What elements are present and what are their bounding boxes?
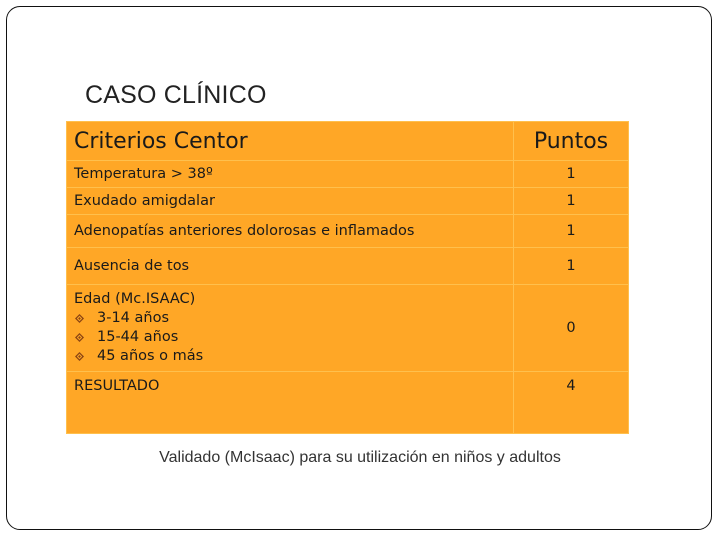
list-item: [74, 328, 513, 347]
table-row: [67, 248, 629, 285]
edad-item-label: 45 años o más: [97, 348, 204, 364]
row-label: Exudado amigdalar: [67, 188, 514, 215]
row-label: Adenopatías anteriores dolorosas e inflamados: [67, 215, 514, 248]
list-item: [74, 347, 513, 366]
edad-cell: [67, 285, 514, 372]
centor-criteria-table: [66, 121, 629, 434]
slide-frame: [6, 6, 712, 530]
result-points: 4: [514, 372, 629, 434]
table-row: [67, 188, 629, 215]
table-row-result: [67, 372, 629, 434]
row-label: Temperatura > 38º: [67, 161, 514, 188]
table-row: [67, 161, 629, 188]
footer-note: Validado (McIsaac) para su utilización en niños y adultos: [159, 449, 561, 466]
row-points: 1: [514, 215, 629, 248]
header-points: Puntos: [514, 122, 629, 161]
diamond-bullet-icon: [75, 314, 84, 323]
edad-item-label: 15-44 años: [97, 329, 179, 345]
slide-title: CASO CLÍNICO: [85, 81, 267, 109]
row-label: Ausencia de tos: [67, 248, 514, 285]
edad-item-label: 3-14 años: [97, 310, 170, 326]
diamond-bullet-icon: [75, 333, 84, 342]
header-criteria: Criterios Centor: [67, 122, 514, 161]
diamond-bullet-icon: [75, 352, 84, 361]
table-row: [67, 215, 629, 248]
result-label: RESULTADO: [67, 372, 514, 434]
edad-label: Edad (Mc.ISAAC): [74, 291, 196, 307]
edad-points: 0: [514, 285, 629, 372]
row-points: 1: [514, 188, 629, 215]
row-points: 1: [514, 248, 629, 285]
list-item: [74, 309, 513, 328]
table-header-row: [67, 122, 629, 161]
row-points: 1: [514, 161, 629, 188]
edad-list: [74, 309, 513, 366]
table-row-edad: [67, 285, 629, 372]
